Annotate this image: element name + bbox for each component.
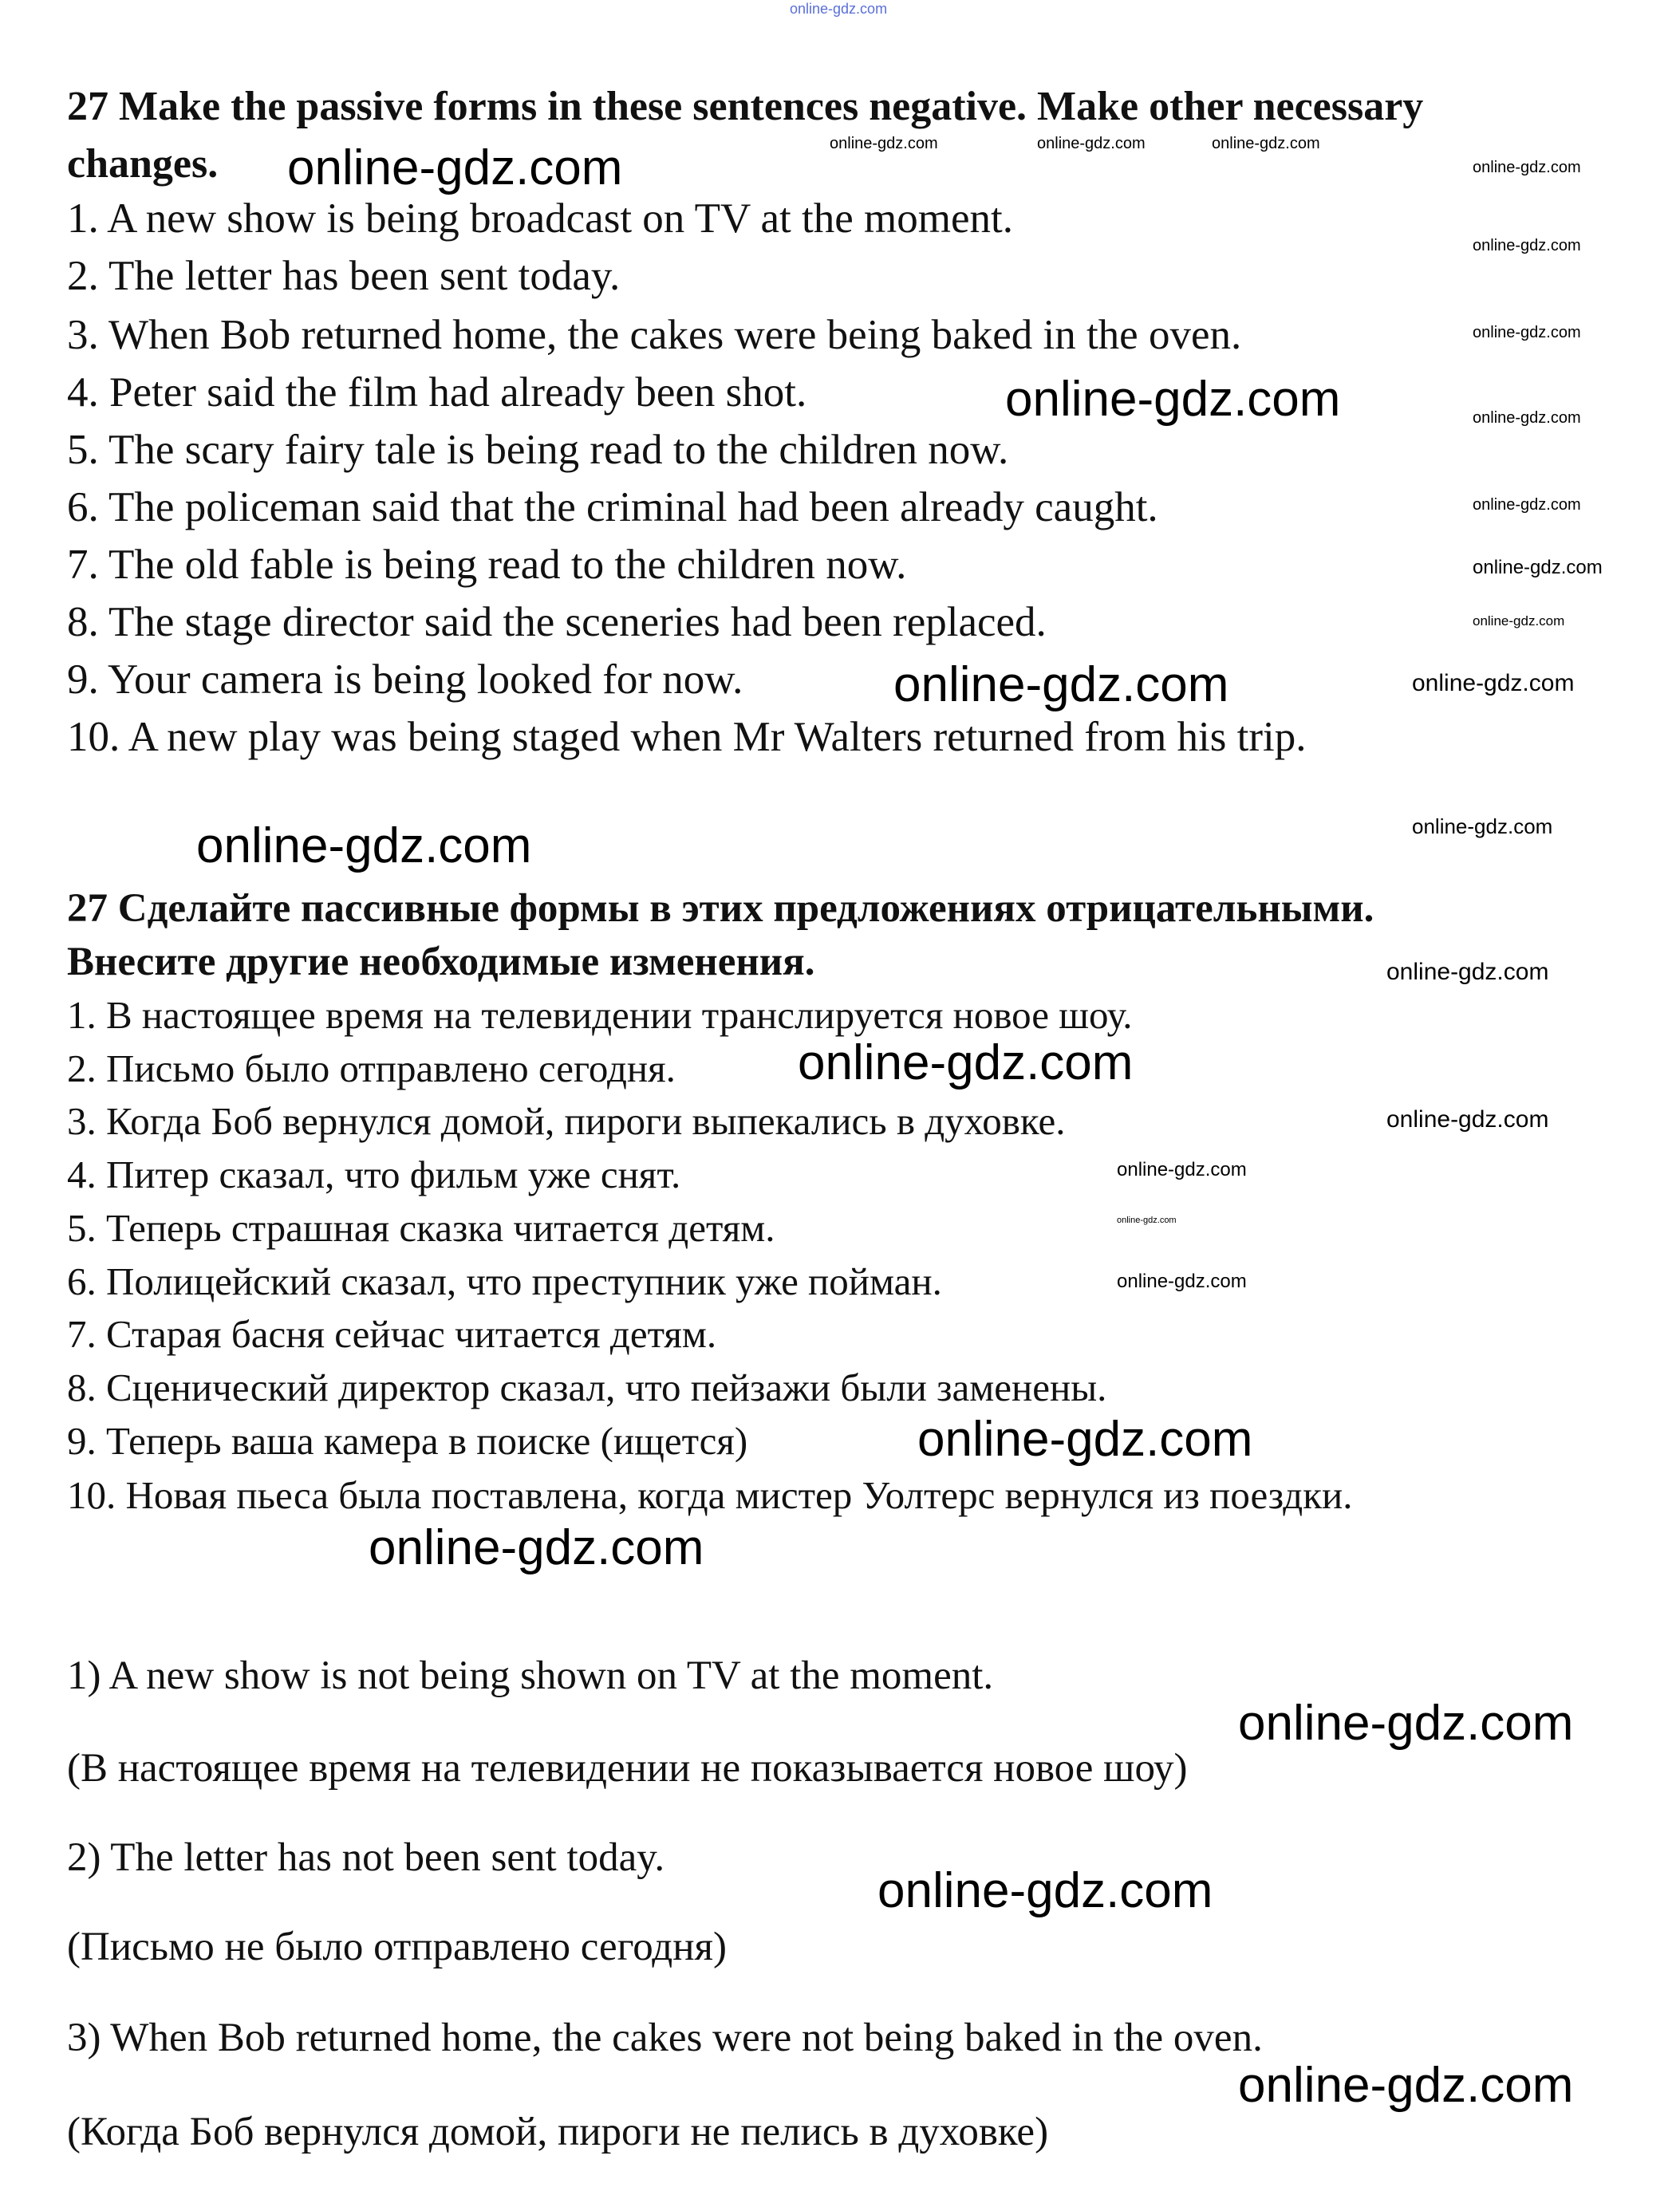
russian-item: 5. Теперь страшная сказка читается детям.: [67, 1206, 775, 1250]
watermark: online-gdz.com: [790, 1, 888, 17]
english-item: 2. The letter has been sent today.: [67, 253, 621, 299]
watermark: online-gdz.com: [917, 1412, 1253, 1467]
watermark: online-gdz.com: [369, 1520, 704, 1575]
watermark: online-gdz.com: [830, 135, 938, 152]
answer-line: 1) A new show is not being shown on TV at the moment.: [67, 1653, 994, 1698]
watermark: online-gdz.com: [1473, 237, 1581, 254]
watermark: online-gdz.com: [877, 1863, 1213, 1918]
english-item: 8. The stage director said the sceneries had been replaced.: [67, 599, 1047, 645]
russian-item: 10. Новая пьеса была поставлена, когда мистер Уолтерс вернулся из поездки.: [67, 1473, 1353, 1517]
watermark: online-gdz.com: [1412, 814, 1553, 838]
watermark: online-gdz.com: [1037, 135, 1146, 152]
russian-title: 27 Сделайте пассивные формы в этих предложениях отрицательными.: [67, 886, 1374, 931]
watermark: online-gdz.com: [893, 657, 1229, 712]
watermark: online-gdz.com: [1473, 557, 1603, 578]
english-item: 1. A new show is being broadcast on TV at the moment.: [67, 195, 1013, 242]
english-title: 27 Make the passive forms in these sentences negative. Make other necessary: [67, 84, 1424, 129]
watermark: online-gdz.com: [1473, 613, 1565, 629]
watermark: online-gdz.com: [1473, 409, 1581, 427]
watermark: online-gdz.com: [1212, 135, 1320, 152]
russian-item: 6. Полицейский сказал, что преступник уже пойман.: [67, 1259, 942, 1303]
watermark: online-gdz.com: [1005, 372, 1341, 427]
answer-translation: (В настоящее время на телевидении не показывается новое шоу): [67, 1746, 1188, 1791]
watermark: online-gdz.com: [1473, 324, 1581, 341]
russian-title-continued: Внесите другие необходимые изменения.: [67, 940, 815, 984]
russian-item: 7. Старая басня сейчас читается детям.: [67, 1312, 717, 1356]
russian-item: 4. Питер сказал, что фильм уже снят.: [67, 1153, 681, 1196]
watermark: online-gdz.com: [1238, 1696, 1574, 1751]
russian-item: 3. Когда Боб вернулся домой, пироги выпекались в духовке.: [67, 1099, 1066, 1143]
watermark: online-gdz.com: [1238, 2058, 1574, 2113]
answer-line: 2) The letter has not been sent today.: [67, 1835, 665, 1880]
english-item: 6. The policeman said that the criminal had been already caught.: [67, 484, 1158, 530]
watermark: online-gdz.com: [287, 140, 623, 195]
watermark: online-gdz.com: [1117, 1159, 1247, 1180]
answer-translation: (Письмо не было отправлено сегодня): [67, 1925, 727, 1969]
russian-item: 9. Теперь ваша камера в поиске (ищется): [67, 1419, 748, 1463]
russian-item: 2. Письмо было отправлено сегодня.: [67, 1046, 676, 1090]
russian-item: 8. Сценический директор сказал, что пейзажи были заменены.: [67, 1366, 1107, 1409]
english-item: 5. The scary fairy tale is being read to the children now.: [67, 427, 1009, 473]
watermark: online-gdz.com: [196, 818, 532, 873]
english-title-continued: changes.: [67, 141, 219, 187]
watermark: online-gdz.com: [798, 1035, 1134, 1090]
answer-line: 3) When Bob returned home, the cakes were not being baked in the oven.: [67, 2016, 1263, 2060]
english-item: 10. A new play was being staged when Mr Walters returned from his trip.: [67, 714, 1307, 760]
watermark: online-gdz.com: [1386, 959, 1549, 985]
english-item: 7. The old fable is being read to the children now.: [67, 542, 907, 588]
watermark: online-gdz.com: [1473, 496, 1581, 514]
russian-item: 1. В настоящее время на телевидении транслируется новое шоу.: [67, 993, 1133, 1037]
english-item: 4. Peter said the film had already been shot.: [67, 369, 807, 416]
watermark: online-gdz.com: [1412, 670, 1575, 696]
watermark: online-gdz.com: [1386, 1106, 1549, 1133]
watermark: online-gdz.com: [1473, 159, 1581, 176]
english-item: 9. Your camera is being looked for now.: [67, 656, 743, 703]
english-item: 3. When Bob returned home, the cakes were being baked in the oven.: [67, 312, 1242, 358]
watermark: online-gdz.com: [1117, 1271, 1247, 1292]
answer-translation: (Когда Боб вернулся домой, пироги не пелись в духовке): [67, 2110, 1049, 2154]
watermark: online-gdz.com: [1117, 1216, 1177, 1225]
